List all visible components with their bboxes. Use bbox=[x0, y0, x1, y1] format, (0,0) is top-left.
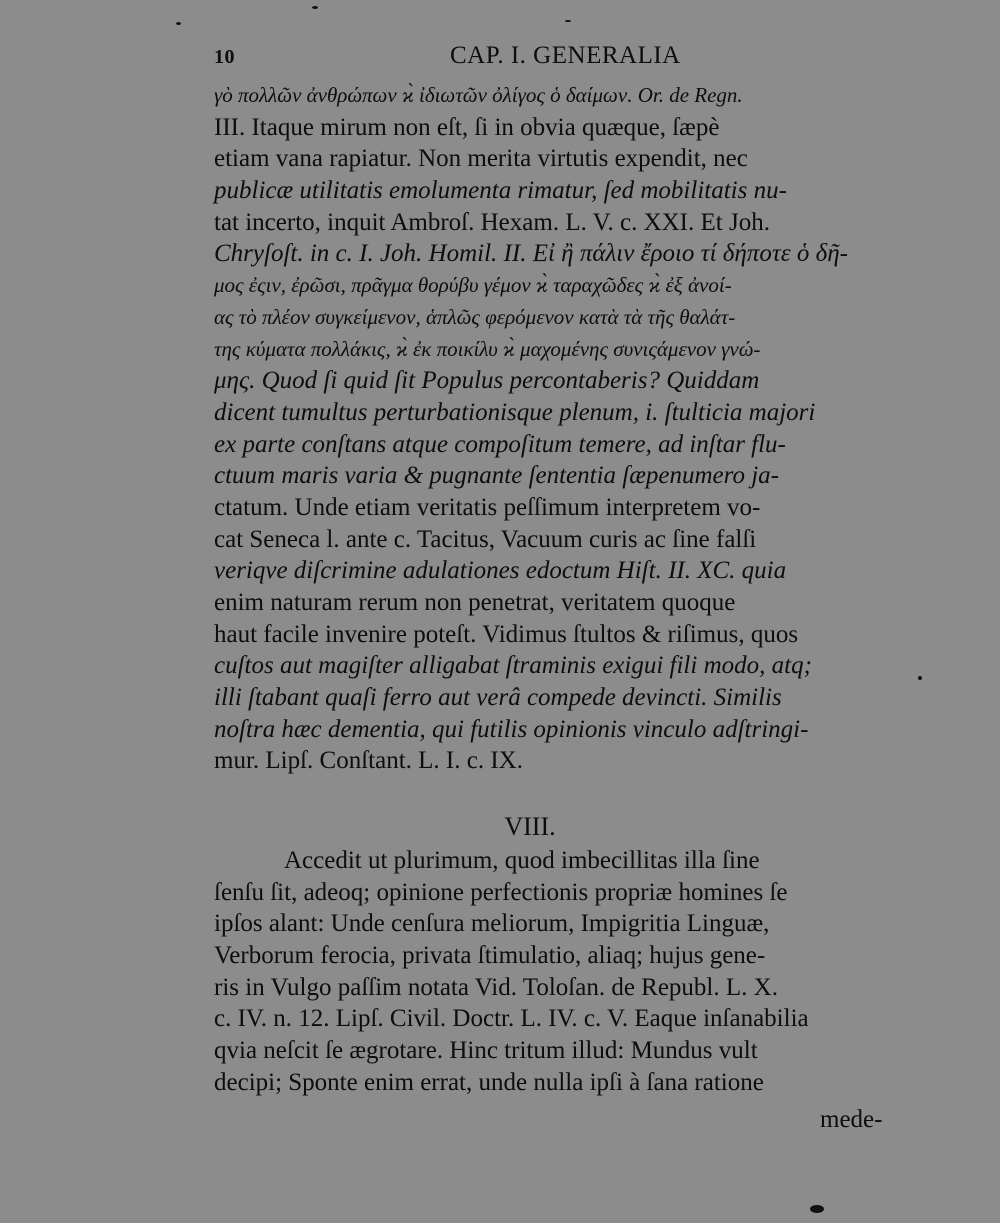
text-line: noſtra hæc dementia, qui futilis opinionis vinculo adſtringi- bbox=[214, 715, 809, 743]
text-line: decipi; Sponte enim errat, unde nulla ipſi à ſana ratione bbox=[214, 1068, 764, 1096]
scan-speck bbox=[565, 20, 571, 22]
text-line: ctuum maris varia & pugnante ſententia ſæpenumero ja- bbox=[214, 462, 779, 490]
text-line: μης. Quod ſi quid ſit Populus percontaberis? Quiddam bbox=[214, 367, 760, 395]
scan-speck bbox=[918, 676, 922, 680]
text-line: ex parte conſtans atque compoſitum temere, ad inſtar flu- bbox=[214, 430, 786, 458]
paragraph-block-1 bbox=[214, 80, 914, 777]
text-line-greek: μος ἐςιν, ἐρῶσι, πρᾶγμα θορύβυ γέμον ϰ̀ ταραχῶδες ϰ̀ ἐξ ἀνοί- bbox=[214, 273, 732, 298]
text-line: tat incerto, inquit Ambroſ. Hexam. L. V. c. XXI. Et Joh. bbox=[214, 208, 770, 236]
text-line: ris in Vulgo paſſim notata Vid. Toloſan. de Republ. L. X. bbox=[214, 973, 778, 1001]
text-line: ſenſu ſit, adeoq; opinione perfectionis propriæ homines ſe bbox=[214, 878, 788, 906]
text-line: Chryſoſt. in c. I. Joh. Homil. II. Εἰ ἢ πάλιν ἔροιο τί δήποτε ὁ δῆ- bbox=[214, 240, 848, 268]
paragraph-block-2 bbox=[214, 845, 914, 1099]
text-line: illi ſtabant quaſi ferro aut verâ compede devincti. Similis bbox=[214, 684, 782, 712]
text-line: c. IV. n. 12. Lipſ. Civil. Doctr. L. IV. c. V. Eaque inſanabilia bbox=[214, 1005, 809, 1033]
scan-speck bbox=[810, 1205, 824, 1213]
catchword: mede- bbox=[820, 1106, 883, 1133]
text-line: cat Seneca l. ante c. Tacitus, Vacuum curis ac ſine falſi bbox=[214, 525, 757, 553]
scan-speck bbox=[312, 6, 318, 9]
text-line: Accedit ut plurimum, quod imbecillitas illa ſine bbox=[284, 847, 760, 874]
text-line: qvia neſcit ſe ægrotare. Hinc tritum illud: Mundus vult bbox=[214, 1037, 758, 1065]
text-line: ctatum. Unde etiam veritatis peſſimum interpretem vo- bbox=[214, 493, 761, 521]
text-line-greek: ας τὸ πλέον συγκείμενον, ἁπλῶς φερόμενον κατὰ τὰ τῆς θαλάτ- bbox=[214, 304, 736, 329]
section-number: VIII. bbox=[504, 812, 556, 841]
text-line: haut facile invenire poteſt. Vidimus ſtultos & riſimus, quos bbox=[214, 620, 799, 648]
page-number: 10 bbox=[214, 46, 235, 68]
text-line: enim naturam rerum non penetrat, veritatem quoque bbox=[214, 589, 736, 616]
text-line: veriqve diſcrimine adulationes edoctum Hiſt. II. XC. quia bbox=[214, 557, 787, 585]
text-line: ipſos alant: Unde cenſura meliorum, Impigritia Linguæ, bbox=[214, 910, 770, 938]
text-line: etiam vana rapiatur. Non merita virtutis expendit, nec bbox=[214, 145, 748, 173]
text-line-greek: της κύματα πολλάκις, ϰ̀ ἐκ ποικίλυ ϰ̀ μαχομένης συνιςάμενον γνώ- bbox=[214, 336, 761, 361]
text-line: III. Itaque mirum non eſt, ſi in obvia quæque, ſæpè bbox=[214, 113, 720, 141]
text-line: cuſtos aut magiſter alligabat ſtraminis exigui fili modo, atq; bbox=[214, 652, 812, 680]
page-header bbox=[214, 42, 904, 78]
text-line: Verborum ferocia, privata ſtimulatio, aliaq; hujus gene- bbox=[214, 942, 766, 970]
text-line-greek: γὸ πολλῶν ἀνθρώπων ϰ̀ ἰδιωτῶν ὀλίγος ὁ δαίμων. Or. de Regn. bbox=[214, 83, 743, 107]
text-line: publicæ utilitatis emolumenta rimatur, ſed mobilitatis nu- bbox=[214, 177, 787, 205]
text-line: dicent tumultus perturbationisque plenum, i. ſtulticia majori bbox=[214, 398, 816, 426]
scan-speck bbox=[176, 22, 181, 25]
text-line: mur. Lipſ. Conſtant. L. I. c. IX. bbox=[214, 747, 523, 775]
running-head: CAP. I. GENERALIA bbox=[450, 42, 681, 69]
